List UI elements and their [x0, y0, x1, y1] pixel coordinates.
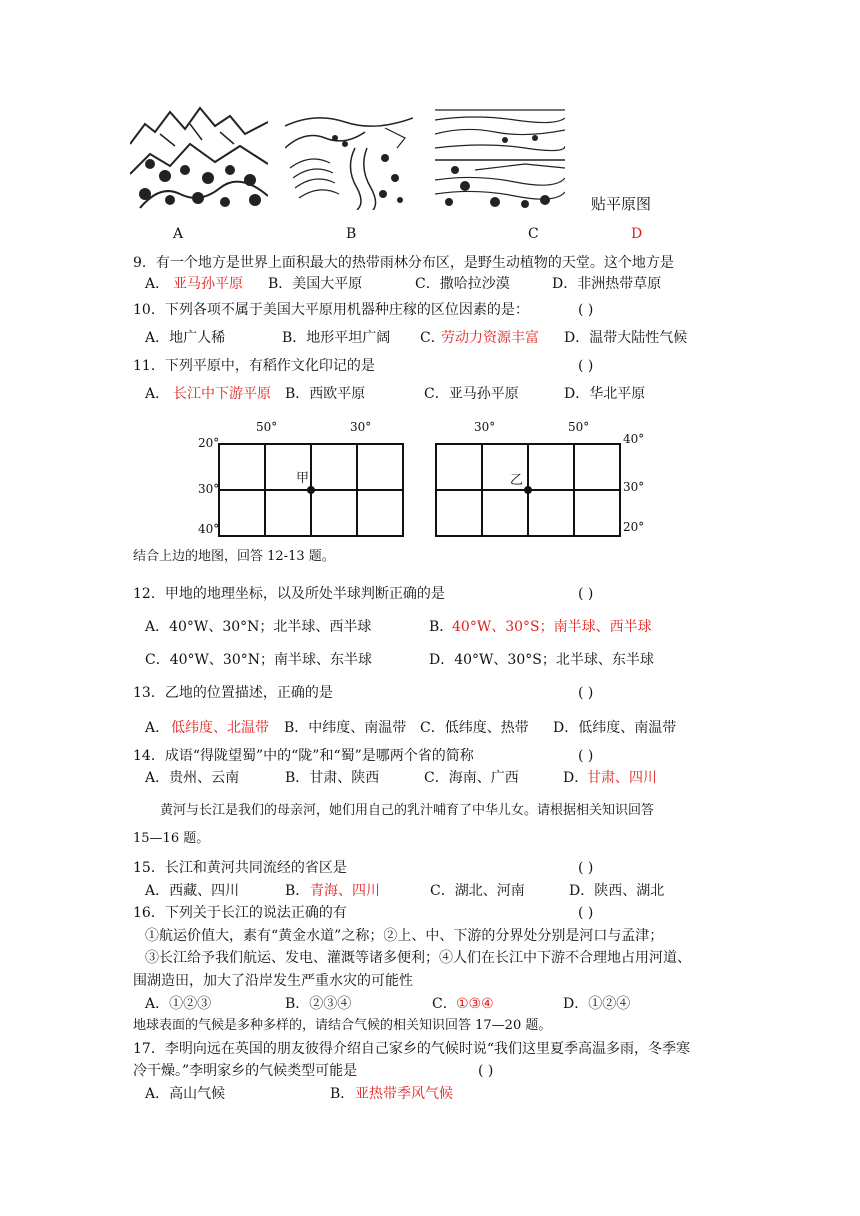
- q11-option-a: 长江中下游平原: [173, 386, 271, 402]
- right-map-top-label-1: 30°: [474, 420, 496, 434]
- left-map-side-label-3: 40°: [198, 522, 220, 536]
- q11-answer-paren: ( ): [578, 358, 594, 374]
- q11-option-c: C．亚马孙平原: [424, 386, 519, 402]
- q15-option-c: C．湖北、河南: [430, 883, 525, 899]
- q16-answer-paren: ( ): [578, 905, 594, 921]
- q15-answer-paren: ( ): [578, 860, 594, 876]
- q17-option-a: A．高山气候: [145, 1086, 226, 1102]
- label-b: B: [346, 226, 357, 242]
- question-10-stem: 10．下列各项不属于美国大平原用机器种庄稼的区位因素的是：: [133, 302, 529, 318]
- q9-option-c: C．撒哈拉沙漠: [415, 276, 510, 292]
- q13-option-d: D．低纬度、南温带: [553, 720, 677, 736]
- q17-option-b-label: B．: [330, 1086, 355, 1102]
- q17-option-b: 亚热带季风气候: [355, 1086, 453, 1102]
- question-14-stem: 14．成语“得陇望蜀”中的“陇”和“蜀”是哪两个省的简称: [133, 748, 474, 764]
- q13-answer-paren: ( ): [578, 685, 594, 701]
- intro-15-16-line2: 15—16 题。: [133, 831, 210, 846]
- intro-15-16-line1: 黄河与长江是我们的母亲河，她们用自己的乳汁哺育了中华儿女。请根据相关知识回答: [160, 803, 655, 818]
- q15-option-a: A．西藏、四川: [145, 883, 240, 899]
- q12-option-d: D．40°W、30°S；北半球、东半球: [429, 652, 654, 668]
- q11-option-b: B．西欧平原: [285, 386, 366, 402]
- q9-option-a-label: A．: [145, 276, 170, 292]
- q16-statement-1: ①航运价值大，素有“黄金水道”之称；②上、中、下游的分界处分别是河口与孟津；: [145, 928, 664, 944]
- intro-12-13: 结合上边的地图，回答 12-13 题。: [133, 549, 335, 564]
- left-map-side-label-2: 30°: [198, 482, 220, 496]
- q10-option-b: B．地形平坦广阔: [282, 330, 391, 346]
- label-a: A: [173, 226, 184, 242]
- left-map-top-label-1: 50°: [256, 420, 278, 434]
- q10-option-c: 劳动力资源丰富: [441, 330, 539, 346]
- q16-option-d: D．①②④: [563, 996, 631, 1012]
- question-16-stem: 16．下列关于长江的说法正确的有: [133, 905, 347, 921]
- label-d: D: [631, 226, 643, 242]
- caption-d: 贴平原图: [591, 195, 652, 213]
- left-map-top-label-2: 30°: [350, 420, 372, 434]
- q13-option-c: C．低纬度、热带: [420, 720, 529, 736]
- q11-option-a-label: A．: [145, 386, 170, 402]
- q14-option-c: C．海南、广西: [424, 770, 519, 786]
- q10-option-d: D．温带大陆性气候: [564, 330, 688, 346]
- q12-option-a: A．40°W、30°N；北半球、西半球: [145, 619, 372, 635]
- question-17-stem-line1: 17．李明向远在英国的朋友彼得介绍自己家乡的气候时说“我们这里夏季高温多雨，冬季寒: [133, 1041, 690, 1057]
- right-map-top-label-2: 50°: [568, 420, 590, 434]
- point-yi-label: 乙: [510, 473, 524, 488]
- q11-option-d: D．华北平原: [564, 386, 646, 402]
- q13-option-b: B．中纬度、南温带: [284, 720, 407, 736]
- q14-option-d-label: D．: [563, 770, 589, 786]
- question-17-stem-line2: 冷干燥。”李明家乡的气候类型可能是: [133, 1063, 358, 1079]
- q12-option-b: 40°W、30°S；南半球、西半球: [452, 619, 652, 635]
- right-map-side-label-3: 20°: [623, 520, 645, 534]
- intro-17-20: 地球表面的气候是多种多样的，请结合气候的相关知识回答 17—20 题。: [133, 1018, 552, 1033]
- label-c: C: [528, 226, 539, 242]
- q16-option-c: ①③④: [456, 996, 494, 1012]
- q16-option-c-label: C．: [432, 996, 457, 1012]
- sketch-b-hills-river: [285, 108, 413, 210]
- question-9-stem: 9．有一个地方是世界上面积最大的热带雨林分布区，是野生动植物的天堂。这个地方是: [133, 255, 674, 271]
- q14-option-d: 甘肃、四川: [587, 770, 657, 786]
- q13-option-a: 低纬度、北温带: [171, 720, 269, 736]
- q9-option-d: D．非洲热带草原: [552, 276, 662, 292]
- q15-option-b: 青海、四川: [310, 883, 380, 899]
- question-11-stem: 11．下列平原中，有稻作文化印记的是: [133, 358, 375, 374]
- q14-option-b: B．甘肃、陕西: [285, 770, 380, 786]
- q16-option-b: B．②③④: [285, 996, 352, 1012]
- q12-option-c: C．40°W、30°N；南半球、东半球: [145, 652, 372, 668]
- sketch-c-terraced-plain: [435, 104, 565, 210]
- q9-option-b: B．美国大平原: [268, 276, 363, 292]
- lat-lon-grid-right: [430, 418, 646, 542]
- q15-option-b-label: B．: [285, 883, 310, 899]
- q10-option-a: A．地广人稀: [145, 330, 226, 346]
- q16-statement-2: ③长江给予我们航运、发电、灌溉等诸多便利；④人们在长江中下游不合理地占用河道、: [145, 950, 691, 966]
- right-map-side-label-2: 30°: [623, 480, 645, 494]
- q13-option-a-label: A．: [145, 720, 170, 736]
- right-map-side-label-1: 40°: [623, 432, 645, 446]
- question-15-stem: 15．长江和黄河共同流经的省区是: [133, 860, 347, 876]
- sketch-a-mountain: [130, 104, 268, 210]
- left-map-side-label-1: 20°: [198, 436, 220, 450]
- q14-option-a: A．贵州、云南: [145, 770, 240, 786]
- q16-option-a: A．①②③: [145, 996, 212, 1012]
- q14-answer-paren: ( ): [578, 748, 594, 764]
- point-jia-label: 甲: [296, 471, 310, 486]
- q17-answer-paren: ( ): [478, 1063, 494, 1079]
- question-12-stem: 12．甲地的地理坐标，以及所处半球判断正确的是: [133, 586, 445, 602]
- q16-statement-3: 围湖造田，加大了沿岸发生严重水灾的可能性: [133, 973, 413, 989]
- q12-answer-paren: ( ): [578, 586, 594, 602]
- q15-option-d: D．陕西、湖北: [569, 883, 665, 899]
- q10-answer-paren: ( ): [578, 302, 594, 318]
- q9-option-a: 亚马孙平原: [173, 276, 243, 292]
- q12-option-b-label: B．: [429, 619, 454, 635]
- question-13-stem: 13．乙地的位置描述，正确的是: [133, 685, 333, 701]
- q10-option-c-label: C．: [420, 330, 445, 346]
